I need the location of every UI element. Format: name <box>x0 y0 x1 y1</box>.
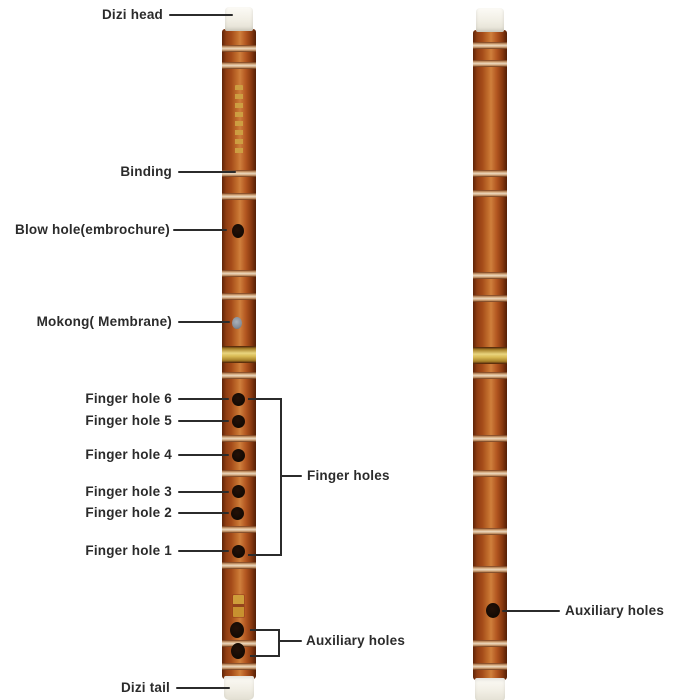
binding-ring <box>473 528 507 535</box>
binding-ring <box>473 42 507 49</box>
binding-ring <box>473 470 507 477</box>
binding-ring <box>222 372 256 379</box>
binding-ring <box>473 295 507 302</box>
leader-line-finger-hole-1 <box>178 550 229 552</box>
binding-ring <box>473 60 507 67</box>
leader-line-finger-hole-2 <box>178 512 229 514</box>
leader-line-mokong <box>178 321 230 323</box>
label-dizi-head: Dizi head <box>101 7 163 22</box>
bracket-auxiliary-holes <box>250 629 280 657</box>
bracket-tick-auxiliary-holes <box>278 640 302 642</box>
bracket-tick-finger-holes <box>280 475 302 477</box>
binding-ring <box>222 293 256 300</box>
binding-ring <box>222 663 256 670</box>
finger-hole-5 <box>232 415 245 428</box>
label-binding: Binding <box>120 164 172 179</box>
finger-hole-6 <box>232 393 245 406</box>
blow-hole <box>232 224 244 238</box>
bracket-finger-holes <box>248 398 282 556</box>
brass-joint <box>473 347 507 364</box>
gold-engraving <box>235 85 243 157</box>
binding-ring <box>473 372 507 379</box>
label-finger-hole-2: Finger hole 2 <box>85 505 172 520</box>
binding-ring <box>222 45 256 52</box>
binding-ring <box>473 663 507 670</box>
leader-line-finger-hole-4 <box>178 454 229 456</box>
binding-ring <box>473 170 507 177</box>
binding-ring <box>222 193 256 200</box>
label-auxiliary-holes-right: Auxiliary holes <box>565 603 665 618</box>
leader-line-blow-hole <box>173 229 227 231</box>
label-finger-holes-group: Finger holes <box>307 468 390 483</box>
label-finger-hole-6: Finger hole 6 <box>85 391 172 406</box>
head-cap <box>476 8 504 32</box>
finger-hole-4 <box>232 449 245 462</box>
binding-ring <box>473 640 507 647</box>
binding-ring <box>473 272 507 279</box>
binding-ring <box>473 566 507 573</box>
finger-hole-3 <box>232 485 245 498</box>
binding-ring <box>473 435 507 442</box>
red-seal-mark <box>233 595 244 617</box>
auxiliary-hole <box>486 603 500 618</box>
left-flute <box>222 7 256 700</box>
binding-ring <box>473 190 507 197</box>
label-mokong: Mokong( Membrane) <box>36 314 172 329</box>
label-dizi-tail: Dizi tail <box>120 680 170 695</box>
head-cap <box>225 7 253 31</box>
label-blow-hole: Blow hole(embrochure) <box>15 222 170 237</box>
auxiliary-hole-lower <box>231 643 245 659</box>
leader-line-binding <box>178 171 236 173</box>
leader-line-dizi-head <box>169 14 233 16</box>
finger-hole-1 <box>232 545 245 558</box>
label-auxiliary-holes-left: Auxiliary holes <box>306 633 406 648</box>
label-finger-hole-5: Finger hole 5 <box>85 413 172 428</box>
membrane-hole <box>232 317 242 329</box>
leader-line-finger-hole-3 <box>178 491 229 493</box>
tail-cap <box>475 678 505 700</box>
brass-joint <box>222 346 256 363</box>
leader-line-finger-hole-5 <box>178 420 229 422</box>
right-flute <box>473 8 507 700</box>
label-finger-hole-3: Finger hole 3 <box>85 484 172 499</box>
label-finger-hole-1: Finger hole 1 <box>85 543 172 558</box>
binding-ring <box>222 562 256 569</box>
finger-hole-2 <box>231 507 244 520</box>
leader-line-auxiliary-holes-right <box>502 610 560 612</box>
label-finger-hole-4: Finger hole 4 <box>85 447 172 462</box>
binding-ring <box>222 270 256 277</box>
leader-line-finger-hole-6 <box>178 398 229 400</box>
binding-ring <box>222 62 256 69</box>
auxiliary-hole-upper <box>230 622 244 638</box>
leader-line-dizi-tail <box>176 687 230 689</box>
